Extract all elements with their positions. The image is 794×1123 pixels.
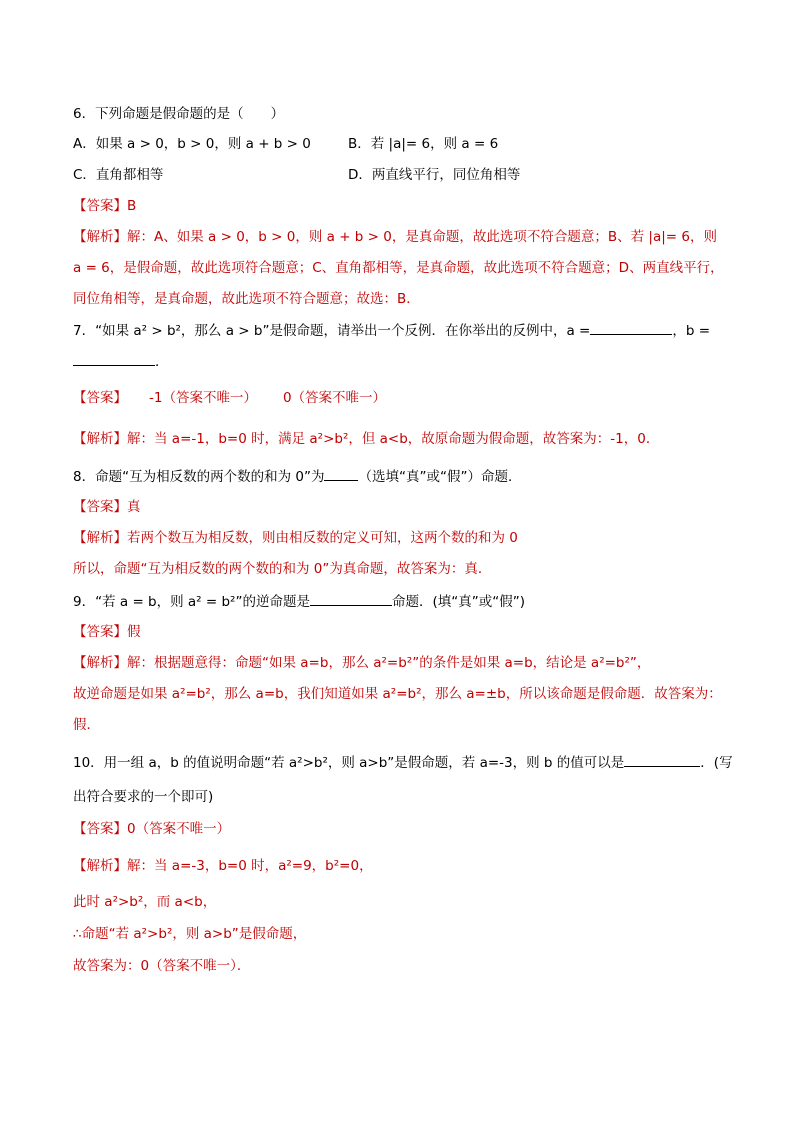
- q9-stem-2: 命题．(填“真”或“假”): [391, 594, 525, 610]
- q9-answer-tag: 【答案】: [73, 624, 127, 640]
- q8-analysis-text-1: 若两个数互为相反数，则由相反数的定义可知，这两个数的和为 0: [127, 530, 518, 546]
- q10-answer-tag: 【答案】: [73, 821, 127, 837]
- q6-stem: 6．下列命题是假命题的是（ ）: [73, 106, 285, 122]
- q8-answer: 真: [127, 499, 141, 515]
- q10-blank: [624, 752, 700, 767]
- q8-answer-tag: 【答案】: [73, 499, 127, 515]
- q10-answer-line: [73, 819, 734, 839]
- q9-answer: 假: [127, 624, 141, 640]
- q9-analysis-text-1: 解：根据题意得：命题“如果 a=b，那么 a²=b²”的条件是如果 a=b，结论是 a²=b²”，: [127, 655, 651, 671]
- q6-option-c: C．直角都相等: [73, 167, 164, 183]
- q10-stem-1b: ．(写: [700, 755, 733, 771]
- q10-analysis-tag: 【解析】: [73, 858, 127, 874]
- q6-analysis-line-2: a = 6，是假命题，故此选项符合题意；C、直角都相等，是真命题，故此选项不符合题意；D、两直线平行，: [73, 260, 724, 276]
- q9-answer-line: [73, 622, 734, 642]
- q6-answer-tag: 【答案】: [73, 198, 127, 214]
- q9-blank: [310, 591, 392, 606]
- q7-answer-line: [73, 388, 734, 408]
- q10-analysis-line-1: [73, 856, 734, 876]
- q7-stem-1b: ，b =: [672, 323, 711, 339]
- q10-stem-line-1: [73, 752, 734, 773]
- q8-analysis-tag: 【解析】: [73, 530, 127, 546]
- q6-option-b: B．若 |a|= 6，则 a = 6: [348, 136, 499, 152]
- q9-analysis-line-1: [73, 653, 734, 673]
- q10-stem-line-2: 出符合要求的一个即可): [73, 789, 214, 805]
- q8-answer-line: [73, 497, 734, 517]
- q7-blank-a: [590, 320, 672, 335]
- q9-analysis-line-3: 假．: [73, 717, 100, 733]
- q10-stem-1: 10．用一组 a，b 的值说明命题“若 a²>b²，则 a>b”是假命题，若 a=-3，则 b 的值可以是: [73, 755, 625, 771]
- q8-blank: [324, 466, 358, 481]
- q7-analysis-line: [73, 429, 734, 449]
- q10-analysis-text-1: 解：当 a=-3，b=0 时，a²=9，b²=0，: [127, 858, 373, 874]
- q10-answer: 0（答案不唯一）: [127, 821, 231, 837]
- q6-answer: B: [127, 198, 137, 214]
- q8-analysis-line-1: [73, 528, 734, 548]
- q7-answer-2: 0（答案不唯一）: [282, 390, 387, 406]
- q6-analysis-line-3: 同位角相等，是真命题，故此选项不符合题意；故选：B．: [73, 291, 420, 307]
- q7-answer-tag: 【答案】: [73, 390, 127, 406]
- q7-stem-line-2: [73, 351, 734, 372]
- q9-stem-line: [73, 591, 734, 612]
- q9-analysis-tag: 【解析】: [73, 655, 127, 671]
- q8-analysis-line-2: 所以，命题“互为相反数的两个数的和为 0”为真命题，故答案为：真．: [73, 561, 492, 577]
- q6-analysis-tag: 【解析】: [73, 229, 127, 245]
- q8-stem-2: （选填“真”或“假”）命题．: [358, 469, 522, 485]
- q6-analysis-line-1: [73, 227, 734, 247]
- q10-analysis-line-2: 此时 a²>b²，而 a<b，: [73, 894, 217, 910]
- q6-option-a: A．如果 a > 0，b > 0，则 a + b > 0: [73, 136, 311, 152]
- q8-stem-1: 8．命题“互为相反数的两个数的和为 0”为: [73, 469, 325, 485]
- q7-stem-2: ．: [155, 354, 169, 370]
- q6-answer-line: [73, 196, 734, 216]
- q7-stem-1: 7．“如果 a² > b²，那么 a > b”是假命题，请举出一个反例．在你举出的反例中，a =: [73, 323, 591, 339]
- q10-analysis-line-4: 故答案为：0（答案不唯一）．: [73, 958, 251, 974]
- q7-stem-line-1: [73, 320, 734, 341]
- q7-analysis-tag: 【解析】: [73, 431, 127, 447]
- q7-blank-b: [73, 351, 155, 366]
- q7-answer-1: -1（答案不唯一）: [149, 390, 257, 406]
- q6-option-d: D．两直线平行，同位角相等: [348, 167, 521, 183]
- q9-stem-1: 9．“若 a = b，则 a² = b²”的逆命题是: [73, 594, 310, 610]
- q9-analysis-line-2: 故逆命题是如果 a²=b²，那么 a=b，我们知道如果 a²=b²，那么 a=±b，所以该命题是假命题．故答案为：: [73, 686, 722, 702]
- q10-analysis-line-3: ∴命题“若 a²>b²，则 a>b”是假命题，: [73, 926, 307, 942]
- q6-analysis-text-1: 解：A、如果 a > 0，b > 0，则 a + b > 0，是真命题，故此选项不符合题意；B、若 |a|= 6，则: [127, 229, 717, 245]
- q7-analysis-text: 解：当 a=-1，b=0 时，满足 a²>b²，但 a<b，故原命题为假命题，故答案为：-1，0．: [127, 431, 660, 447]
- q8-stem-line: [73, 466, 734, 487]
